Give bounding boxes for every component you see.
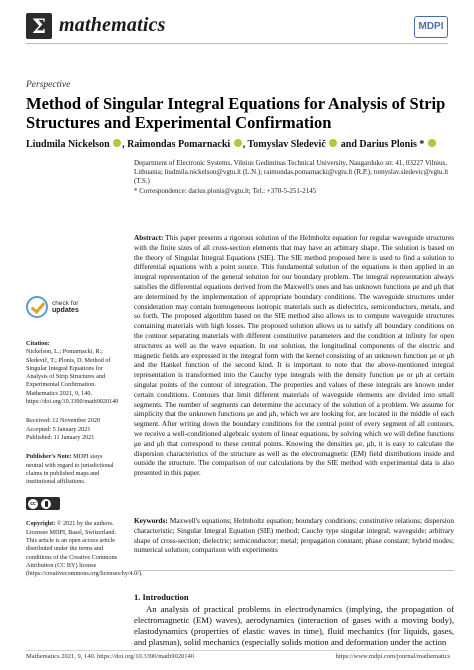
author-list <box>26 139 456 150</box>
header-divider <box>26 43 448 44</box>
checkmark-icon <box>26 296 48 318</box>
orcid-icon[interactable] <box>329 139 337 147</box>
keywords <box>134 517 454 556</box>
dates-block <box>26 417 121 442</box>
publisher-note-text: MDPI stays neutral with regard to jurisdictional claims in published maps and institutional affiliations. <box>26 453 114 486</box>
published-date: Published: 11 January 2021 <box>26 433 95 441</box>
by-attribution-icon <box>41 499 51 509</box>
journal-name[interactable]: mathematics <box>59 14 166 36</box>
orcid-icon[interactable] <box>428 139 436 147</box>
affiliation-correspondence: * Correspondence: darius.plonis@vgtu.lt; Tel.: +370-5-251-2145 <box>134 186 317 195</box>
copyright-text: © 2021 by the authors. Licensee MDPI, Basel, Switzerland. This article is an open access article distributed under the terms and conditions of the Creative Commons Attribution (CC BY) license (https://creativecommons.org/licenses/by/4.0/). <box>26 520 143 578</box>
abstract-label: Abstract: <box>134 234 164 242</box>
author-separator: , <box>242 139 248 150</box>
citation-label: Citation: <box>26 340 50 347</box>
cc-by-license-icon[interactable] <box>26 497 60 510</box>
citation-block <box>26 340 121 406</box>
footer-citation[interactable]: Mathematics 2021, 9, 140. https://doi.org/10.3390/math9020140 <box>26 653 194 660</box>
copyright-label: Copyright: <box>26 520 56 528</box>
journal-logo-glyph: Σ <box>31 14 47 38</box>
author-separator: , <box>122 139 128 150</box>
author-name[interactable]: Darius Plonis * <box>359 139 425 150</box>
author-name[interactable]: Tomyslav Sledevič <box>247 139 326 150</box>
keywords-label: Keywords: <box>134 517 168 525</box>
abstract <box>134 234 454 479</box>
footer-journal-link[interactable]: https://www.mdpi.com/journal/mathematics <box>335 653 450 660</box>
check-for-updates-button[interactable] <box>26 296 121 318</box>
cc-icon: cc <box>28 499 38 509</box>
article-type: Perspective <box>26 80 71 90</box>
affiliation-block <box>134 159 454 196</box>
orcid-icon[interactable] <box>113 139 121 147</box>
copyright-block <box>26 520 143 578</box>
author-separator: and <box>338 139 360 150</box>
citation-text[interactable]: Nickelson, L.; Pomarnacki, R.; Sledevič, T.; Plonis, D. Method of Singular Integral Equations for Analysis of Strip Structures and Experimental Confirmation. Mathematics 2021, 9, 140. https://doi.org/10.3390/math9020140 <box>26 348 119 406</box>
journal-header <box>26 12 448 46</box>
journal-logo-icon <box>26 13 52 39</box>
affiliation-department: Department of Electronic Systems, Vilnius Gediminas Technical University, Naugarduko str. 41, 03227 Vilnius, Lithuania; liudmila.nickelson@vgtu.lt (L.N.); raimondas.pomarnacki@vgtu.lt (R.P.); tomyslav.sledevic@vgtu.lt (T.S.) <box>134 159 449 186</box>
abstract-text: This paper presents a rigorous solution of the Helmholtz equation for regular waveguide structures with the finite sizes of all cross-section elements that may have an arbitrary shape. The solution is based on the theory of Singular Integral Equations (SIE). The SIE method proposed here is used to find a solution to differential equations with a point source. This fundamental solution of the equations is then applied in an integral representation of the general solution for our boundary problem. The integral representation always satisfies the differential equations derived from the Maxwell's ones and has unknown functions μe and μh that are determined by the implementation of appropriate boundary conditions. The waveguide structures under consideration may contain homogeneous isotropic materials such as dielectrics, semiconductors, metals, and so forth. The proposed algorithm based on the SIE method also allows us to compute waveguide structures containing materials with high losses. The proposed solution allows us to satisfy all boundary conditions on the contour separating materials with different constitutive parameters and the condition at infinity for open structures as well as the wave equation. In our solution, the longitudinal components of the electric and magnetic fields are expressed in the integral form with the kernel consisting of an unknown function μe or μh and the Hankel function of the second kind. It is important to note that the above-mentioned integral representation is transformed into the Cauchy type integrals with the density function μe or μh at certain singular points of the contour of integration. The properties and values of these integrals are known under certain conditions. Contours that limit different materials of waveguide elements are divided into small segments. The number of segments can determine the accuracy of the solution of a problem. We assume for simplicity that the unknown functions μe and μh, which we are looking for, are located in the middle of each segment. After writing down the boundary conditions for the central point of every segment of all contours, we receive a well-conditioned algebraic system of linear equations, by solving which we will define functions μe and μh that correspond to these central points. Knowing the densities μe, μh, it is easy to calculate the dispersion characteristics of the structure as well as the electromagnetic (EM) field distributions inside and outside the structure. The comparison of our calculations by the SIE method with experimental data is also presented in this paper. <box>134 234 455 478</box>
mdpi-logo-text: MDPI <box>418 21 444 32</box>
introduction-paragraph: An analysis of practical problems in electrodynamics (implying, the propagation of electromagnetic (EM) waves), aerodynamics (interaction of gases with a moving body), elastodynamics (properties of elastic waves in time), fluid mechanics (for liquids, gases, and plasmas), solid mechanics (especially solids motion and deformation under the action <box>134 604 454 647</box>
received-date: Received: 12 November 2020 <box>26 417 101 425</box>
publisher-note-label: Publisher's Note: <box>26 453 72 461</box>
keywords-text: Maxwell's equations; Helmholtz equation; boundary conditions; constitutive relations; dispersion characteristic; Singular Integral Equation (SIE) method; Cauchy type singular integral; waveguide; arbitrary shape of cross-section; dielectric; semiconductor; metal; propagation constant; phase constant; hybrid modes; numerical solution; comparison with experiments <box>134 517 455 555</box>
page-title: Method of Singular Integral Equations for Analysis of Strip Structures and Experimental Confirmation <box>26 94 446 132</box>
check-for-updates-label <box>52 300 79 315</box>
sidebar <box>26 296 143 590</box>
accepted-date: Accepted: 5 January 2021 <box>26 425 91 433</box>
check-for-updates-line1: check for <box>52 299 79 307</box>
orcid-icon[interactable] <box>234 139 242 147</box>
footer-divider <box>26 650 448 651</box>
publisher-note <box>26 453 121 486</box>
section-heading-introduction: 1. Introduction <box>134 592 189 602</box>
check-for-updates-line2: updates <box>52 307 79 314</box>
keywords-divider <box>134 570 454 571</box>
author-name[interactable]: Raimondas Pomarnacki <box>127 139 231 150</box>
mdpi-logo[interactable] <box>414 16 448 38</box>
author-name[interactable]: Liudmila Nickelson <box>26 139 110 150</box>
